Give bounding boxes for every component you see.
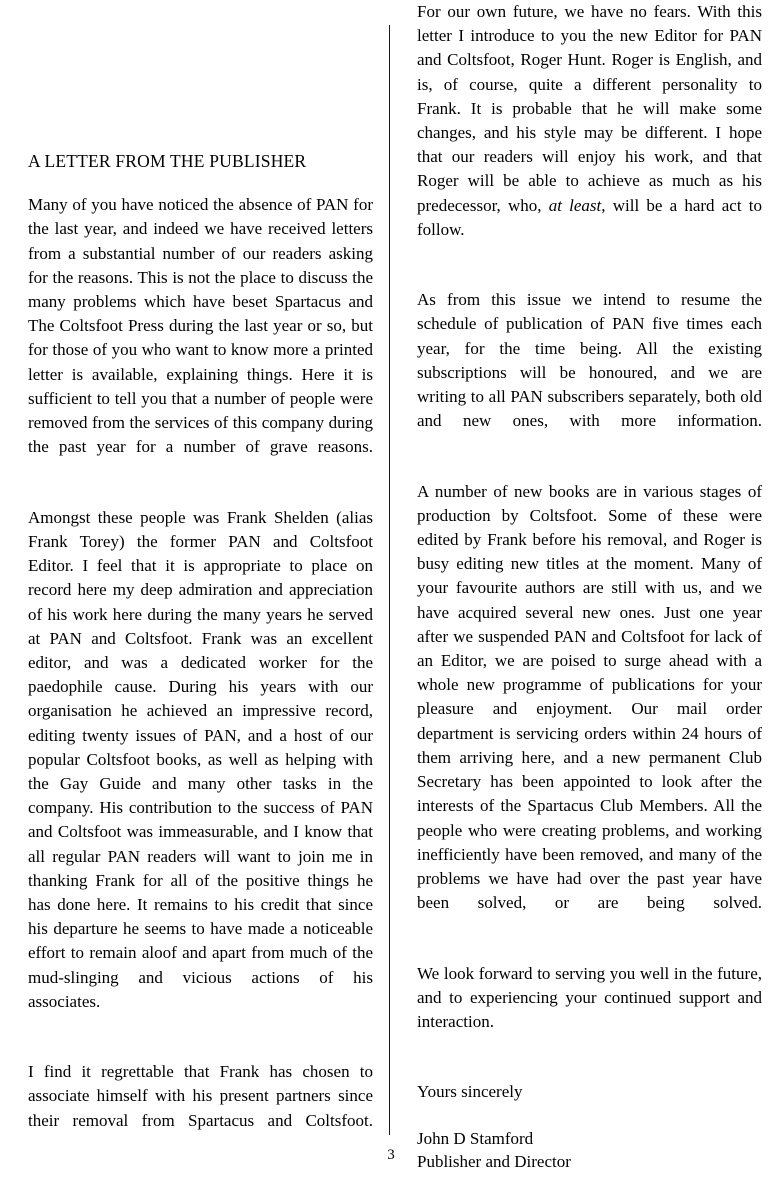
left-paragraph-2: Amongst these people was Frank Shelden (alias Frank Torey) the former PAN and Coltsfoot Editor. I feel that it is appropriate to place on record here my deep admiration and appreciation of his work here during the many years he served at PAN and Coltsfoot. Frank was an excellent editor, and was a dedicated worker for the paedophile cause. During his years with our organisation he achieved an impressive record, editing twenty issues of PAN, and a host of our popular Coltsfoot books, as well as helping with the Gay Guide and many other tasks in the company. His contribution to the success of PAN and Coltsfoot was immeasurable, and I know that all regular PAN readers will want to join me in thanking Frank for all of the positive things he has done here. It remains to his credit that since his departure he seems to have made a noticeable effort to remain aloof and apart from much of the mud-slinging and vicious actions of his associates. — [28, 507, 373, 1011]
right-paragraph-1-tail: will be a hard act to follow. — [417, 195, 762, 239]
left-paragraph-3: I find it regrettable that Frank has chosen to associate himself with his present partners since their removal from Spartacus and Coltsfoot. — [28, 1062, 373, 1130]
left-column — [28, 0, 373, 1145]
emphasis-at-least: at least, — [548, 195, 606, 215]
column-divider-rule — [389, 25, 390, 1135]
page-title: A LETTER FROM THE PUBLISHER — [28, 151, 307, 171]
right-paragraph-2: As from this issue we intend to resume the schedule of publication of PAN five times each year, for the time being. All the existing subscriptions will be honoured, and we are writing to all PAN subscribers separately, both old and new ones, with more information. — [417, 290, 762, 431]
heading-top-spacer — [28, 0, 373, 152]
right-paragraph-1-lead: For our own future, we have no fears. With this letter I introduce to you the new Editor for PAN and Coltsfoot, Roger Hunt. Roger is English, and is, of course, quite a different personality to Frank. It is probable that he will make some changes, and his style may be different. I hope that our readers will enjoy his work, and that Roger will be able to achieve as much as his predecessor, who, — [417, 2, 762, 215]
letter-signoff: Yours sincerely — [417, 1082, 523, 1102]
signature-title: Publisher and Director — [417, 1151, 571, 1171]
right-paragraph-1 — [417, 0, 762, 266]
left-paragraph-1: Many of you have noticed the absence of PAN for the last year, and indeed we have received letters from a substantial number of our readers asking for the reasons. This is not the place to discuss the many problems which have beset Spartacus and The Coltsfoot Press during the last year or so, but for those of you who want to know more a printed letter is available, explaining things. Here it is sufficient to tell you that a number of people were removed from the services of this company during the past year for a number of grave reasons. — [28, 195, 373, 457]
right-column — [417, 0, 762, 1171]
page-number: 3 — [387, 1147, 395, 1163]
right-paragraph-3: A number of new books are in various stages of production by Coltsfoot. Some of these were edited by Frank before his removal, and Roger is busy editing new titles at the moment. Many of your favourite authors are still with us, and we have acquired several new ones. Just one year after we suspended PAN and Coltsfoot for lack of an Editor, we are poised to surge ahead with a whole new programme of publications for your pleasure and enjoyment. Our mail order department is servicing orders within 24 hours of them arriving here, and a new permanent Club Secretary has been appointed to look after the interests of the Spartacus Club Members. All the people who were creating problems, and working inefficiently have been removed, and many of the problems we have had over the past year have been solved, or are being solved. — [417, 481, 762, 913]
signature-name: John D Stamford — [417, 1128, 534, 1148]
right-paragraph-4: We look forward to serving you well in the future, and to experiencing your continued support and interaction. — [417, 963, 762, 1031]
